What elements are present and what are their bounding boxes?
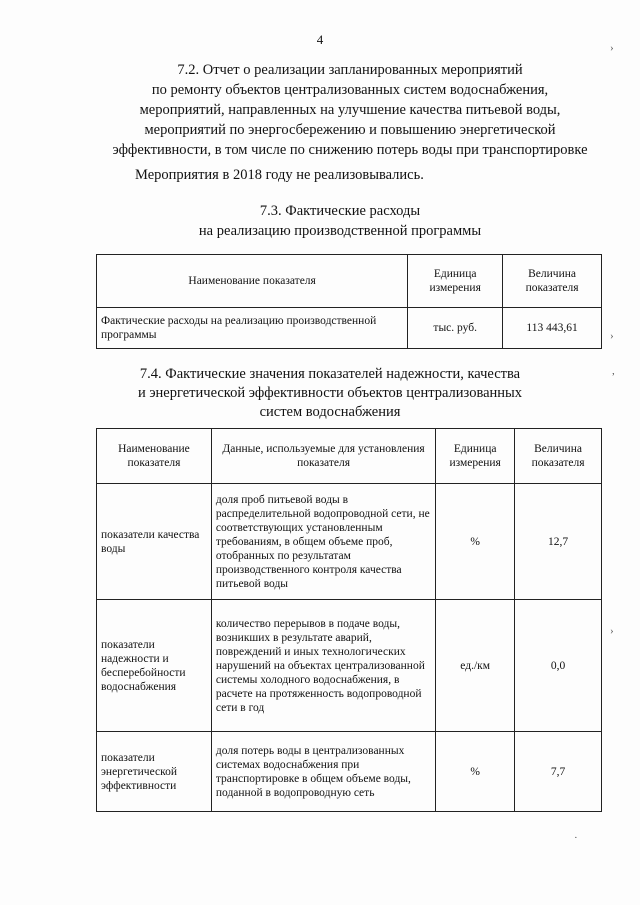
section-7-2-title xyxy=(60,60,640,160)
table-row xyxy=(97,732,602,812)
cell-source-data: доля потерь воды в централизованных системах водоснабжения при транспортировке в общем объеме воды, поданной в водопроводную сеть xyxy=(211,732,435,812)
cell-value: 12,7 xyxy=(515,484,602,600)
header-value: Величина показателя xyxy=(503,255,602,308)
table-row xyxy=(97,600,602,732)
title-line: по ремонту объектов централизованных систем водоснабжения, xyxy=(151,82,549,98)
table-row xyxy=(97,484,602,600)
cell-unit: % xyxy=(436,732,515,812)
cell-unit: ед./км xyxy=(436,600,515,732)
cell-indicator-name: показатели качества воды xyxy=(97,484,212,600)
cell-value: 7,7 xyxy=(515,732,602,812)
scan-mark: , xyxy=(612,365,615,377)
cell-indicator-name: показатели энергетической эффективности xyxy=(97,732,212,812)
indicators-table xyxy=(96,428,602,812)
table-header-row xyxy=(97,255,602,308)
cell-unit: тыс. руб. xyxy=(408,308,503,349)
header-indicator-name: Наименование показателя xyxy=(97,429,212,484)
header-unit: Единица измерения xyxy=(436,429,515,484)
table-header-row xyxy=(97,429,602,484)
cell-source-data: доля проб питьевой воды в распределительной водопроводной сети, не соответствующих установленным требованиям, в общем объеме проб, отобранных по результатам производственного контроля качества питьевой воды xyxy=(211,484,435,600)
cell-indicator-name: показатели надежности и бесперебойности водоснабжения xyxy=(97,600,212,732)
cell-unit: % xyxy=(436,484,515,600)
title-line: мероприятий, направленных на улучшение качества питьевой воды, xyxy=(139,102,561,118)
title-line: 7.4. Фактические значения показателей надежности, качества xyxy=(139,366,521,382)
cell-indicator-name: Фактические расходы на реализацию производственной программы xyxy=(97,308,408,349)
scan-mark: › xyxy=(610,330,614,342)
expenses-table xyxy=(96,254,602,349)
header-source-data: Данные, используемые для установления показателя xyxy=(211,429,435,484)
page-number: 4 xyxy=(316,32,324,47)
title-line: эффективности, в том числе по снижению потерь воды при транспортировке xyxy=(112,142,588,158)
title-line: 7.2. Отчет о реализации запланированных мероприятий xyxy=(177,62,523,78)
scan-mark: › xyxy=(610,42,614,54)
section-7-3-title xyxy=(120,201,560,241)
section-7-4-title xyxy=(70,365,590,422)
section-7-2-note: Мероприятия в 2018 году не реализовывались. xyxy=(135,167,424,183)
header-unit: Единица измерения xyxy=(408,255,503,308)
cell-value: 113 443,61 xyxy=(503,308,602,349)
table-row xyxy=(97,308,602,349)
title-line: на реализацию производственной программы xyxy=(198,223,482,239)
scan-mark: · xyxy=(574,832,578,844)
cell-value: 0,0 xyxy=(515,600,602,732)
cell-source-data: количество перерывов в подаче воды, возникших в результате аварий, повреждений и иных технологических нарушений на объектах централизованной системы холодного водоснабжения, в расчете на протяженность водопроводной сети в год xyxy=(211,600,435,732)
header-value: Величина показателя xyxy=(515,429,602,484)
header-indicator-name: Наименование показателя xyxy=(97,255,408,308)
title-line: мероприятий по энергосбережению и повышению энергетической xyxy=(144,122,556,138)
title-line: систем водоснабжения xyxy=(259,404,401,420)
scan-mark: › xyxy=(610,625,614,637)
title-line: 7.3. Фактические расходы xyxy=(259,203,421,219)
title-line: и энергетической эффективности объектов централизованных xyxy=(137,385,523,401)
